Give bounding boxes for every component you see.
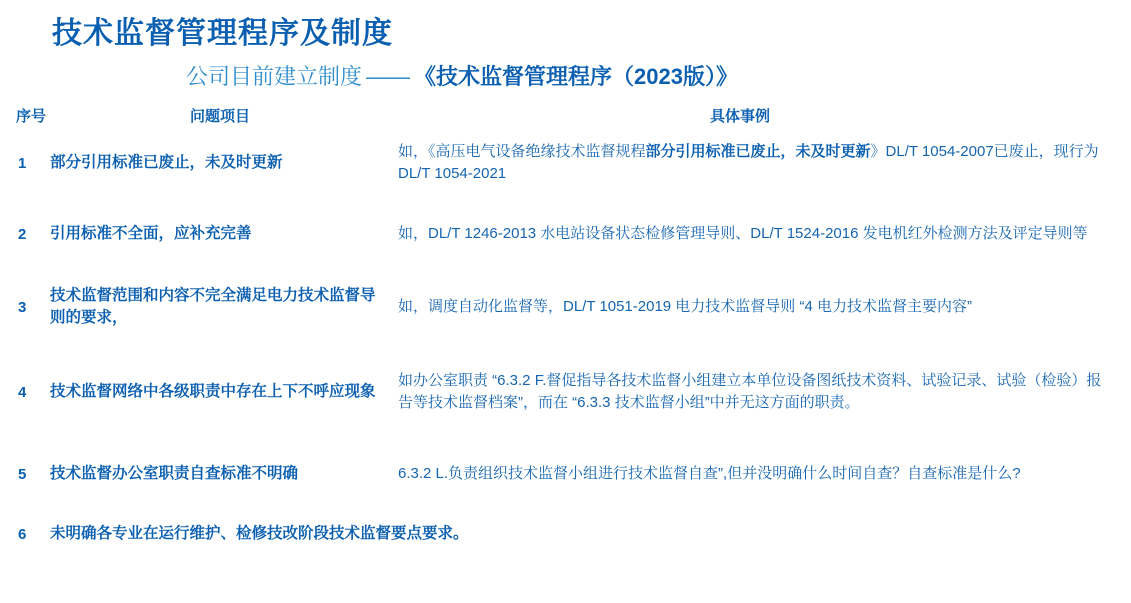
row-item: 技术监督网络中各级职责中存在上下不呼应现象: [50, 382, 376, 400]
subtitle-main: 《技术监督管理程序（2023版）》: [414, 64, 738, 89]
row-case: 如办公室职责 “6.3.2 F.督促指导各技术监督小组建立本单位设备图纸技术资料、试验记录、试验（检验）报告等技术监督档案”，而在 “6.3.3 技术监督小组”中并无这方面的职责。: [398, 371, 1102, 411]
subtitle-dash: ——: [366, 64, 411, 89]
row-case: 如，DL/T 1246-2013 水电站设备状态检修管理导则、DL/T 1524-2016 发电机红外检测方法及评定导则等: [398, 224, 1088, 242]
table-row: [0, 439, 1131, 509]
row-item: 未明确各专业在运行维护、检修技改阶段技术监督要点要求。: [50, 524, 469, 542]
column-header-no: 序号: [16, 108, 47, 125]
row-number: 3: [18, 298, 27, 316]
row-item: 部分引用标准已废止，未及时更新: [50, 153, 283, 171]
table-row: [0, 199, 1131, 269]
subtitle: [186, 60, 738, 91]
table-row: [0, 269, 1131, 345]
table-row: [0, 127, 1131, 199]
row-item: 引用标准不全面，应补充完善: [50, 224, 252, 242]
table-header-row: [0, 105, 1131, 127]
row-item: 技术监督范围和内容不完全满足电力技术监督导则的要求，: [50, 286, 376, 326]
row-number: 4: [18, 383, 27, 401]
table-row: [0, 345, 1131, 439]
row-case: 6.3.2 L.负责组织技术监督小组进行技术监督自查”,但并没明确什么时间自查？自查标准是什么?: [398, 464, 1021, 482]
subtitle-lead: 公司目前建立制度: [186, 64, 363, 89]
page-title: 技术监督管理程序及制度: [52, 17, 393, 50]
column-header-case: 具体事例: [710, 108, 771, 125]
row-number: 1: [18, 154, 27, 172]
row-case: 如，《高压电气设备绝缘技术监督规程部分引用标准已废止，未及时更新》DL/T 1054-2007已废止，现行为DL/T 1054-2021: [398, 142, 1099, 182]
row-number: 2: [18, 225, 27, 243]
row-item: 技术监督办公室职责自查标准不明确: [50, 464, 299, 482]
column-header-item: 问题项目: [190, 108, 251, 125]
row-case: 如，调度自动化监督等，DL/T 1051-2019 电力技术监督导则 “4 电力技术监督主要内容”: [398, 297, 972, 315]
row-number: 5: [18, 465, 27, 483]
row-number: 6: [18, 525, 27, 543]
table-row: [0, 509, 1131, 559]
